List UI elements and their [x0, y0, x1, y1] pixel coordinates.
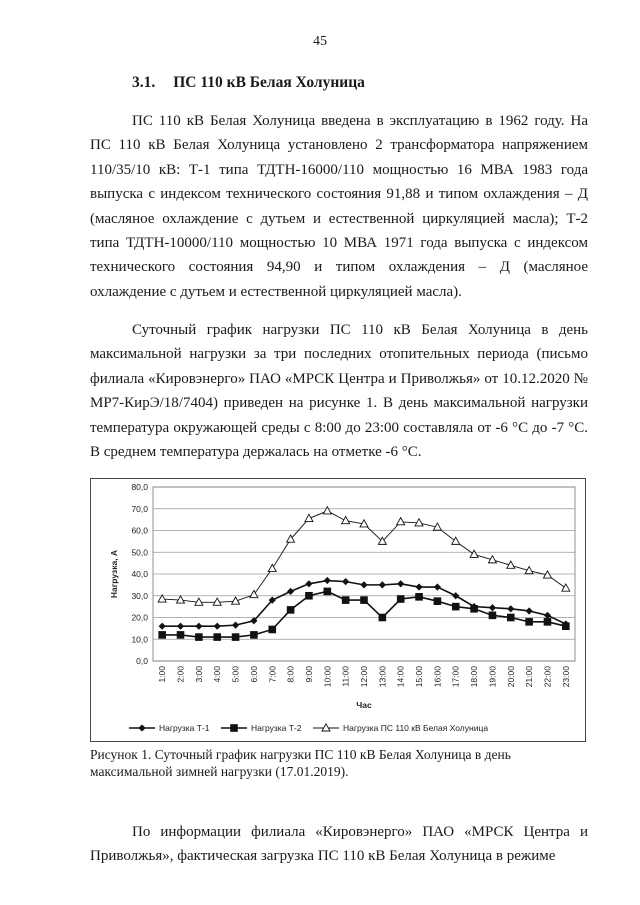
- data-point-series-3: [397, 518, 405, 525]
- data-point-series-2: [507, 614, 515, 622]
- load-chart-svg: [91, 479, 587, 743]
- data-point-series-2: [287, 606, 295, 614]
- x-tick-label: 10:00: [322, 666, 333, 688]
- data-point-series-1: [287, 588, 294, 595]
- data-point-series-2: [397, 595, 405, 603]
- x-tick-label: 19:00: [487, 666, 498, 688]
- data-point-series-2: [177, 631, 185, 639]
- data-point-series-2: [268, 626, 276, 634]
- y-tick-label: 80,0: [131, 482, 148, 492]
- data-point-series-3: [562, 584, 570, 591]
- section-heading: [132, 74, 365, 92]
- data-point-series-3: [342, 517, 350, 524]
- data-point-series-2: [324, 588, 332, 596]
- data-point-series-2: [489, 612, 497, 620]
- data-point-series-3: [452, 537, 460, 544]
- legend-label-2: Нагрузка Т-2: [251, 723, 302, 733]
- x-tick-label: 12:00: [359, 666, 369, 688]
- data-point-series-2: [213, 633, 221, 641]
- data-point-series-1: [526, 607, 533, 614]
- data-point-series-2: [250, 631, 258, 639]
- data-point-series-2: [305, 592, 313, 600]
- data-point-series-2: [415, 593, 423, 601]
- legend-label-3: Нагрузка ПС 110 кВ Белая Холуница: [343, 723, 489, 733]
- data-point-series-1: [195, 623, 202, 630]
- x-axis-title: Час: [356, 700, 372, 710]
- x-tick-label: 3:00: [193, 666, 204, 683]
- load-chart: [90, 478, 586, 742]
- x-tick-label: 5:00: [230, 666, 241, 683]
- legend-marker-3: [322, 724, 330, 731]
- y-tick-label: 70,0: [131, 503, 148, 514]
- x-tick-label: 13:00: [377, 666, 388, 688]
- data-point-series-1: [342, 578, 349, 585]
- data-point-series-2: [360, 596, 368, 604]
- y-tick-label: 40,0: [131, 569, 148, 579]
- data-point-series-2: [452, 603, 460, 611]
- data-point-series-1: [397, 580, 404, 587]
- figure-caption: Рисунок 1. Суточный график нагрузки ПС 110 кВ Белая Холуница в день максимальной зимней нагрузки (17.01.2019).: [90, 747, 511, 779]
- data-point-series-1: [489, 604, 496, 611]
- x-tick-label: 15:00: [414, 666, 425, 688]
- data-point-series-2: [525, 618, 533, 626]
- x-tick-label: 14:00: [395, 666, 406, 688]
- page-number: 45: [313, 34, 327, 49]
- data-point-series-1: [214, 623, 221, 630]
- x-tick-label: 21:00: [524, 666, 535, 688]
- paragraph-intro: ПС 110 кВ Белая Холуница введена в эксплуатацию в 1962 году. На ПС 110 кВ Белая Холуница установлено 2 трансформатора напряжением 110/35/10 кВ: Т-1 типа ТДТН-16000/110 мощностью 16 МВА 1983 года выпуска с индексом технического состояния 91,88 и типом охлаждения – Д (масляное охлаждение с дутьем и естественной циркуляцией масла); Т-2 типа ТДТН-10000/110 мощностью 10 МВА 1971 года выпуска с индексом технического состояния 94,90 и типом охлаждения – Д (масляное охлаждение с дутьем и естественной циркуляцией масла).: [90, 113, 588, 300]
- data-point-series-1: [177, 623, 184, 630]
- x-tick-label: 9:00: [303, 666, 314, 683]
- data-point-series-1: [159, 623, 166, 630]
- data-point-series-2: [232, 633, 240, 641]
- data-point-series-3: [268, 564, 276, 571]
- x-tick-label: 16:00: [432, 666, 443, 688]
- x-tick-label: 23:00: [560, 666, 571, 688]
- x-tick-label: 4:00: [212, 666, 223, 683]
- y-tick-label: 30,0: [131, 590, 148, 601]
- legend-marker-2: [230, 724, 238, 732]
- y-tick-label: 10,0: [131, 634, 148, 645]
- y-tick-label: 20,0: [131, 612, 148, 623]
- data-point-series-2: [158, 631, 166, 639]
- legend-marker-1: [138, 724, 145, 731]
- data-point-series-1: [379, 581, 386, 588]
- legend-label-1: Нагрузка Т-1: [159, 723, 210, 733]
- data-point-series-3: [305, 514, 313, 521]
- y-axis-title: Нагрузка, А: [109, 549, 119, 599]
- paragraph-load-schedule: Суточный график нагрузки ПС 110 кВ Белая Холуница в день максимальной нагрузки за три последних отопительных периода (письмо филиала «Кировэнерго» ПАО «МРСК Центра и Приволжья» от 10.12.2020 № МР7-КирЭ/18/7404) приведен на рисунке 1. В день максимальной нагрузки температура окружающей среды с 8:00 до 23:00 составляла от -6 °С до -7 °С. В среднем температура держалась на отметке -6 °С.: [90, 322, 588, 461]
- data-point-series-3: [323, 507, 331, 514]
- data-point-series-2: [195, 633, 203, 641]
- y-tick-label: 50,0: [131, 547, 148, 558]
- data-point-series-1: [305, 580, 312, 587]
- y-tick-label: 0,0: [136, 656, 148, 666]
- data-point-series-2: [379, 614, 387, 622]
- data-point-series-1: [415, 583, 422, 590]
- x-tick-label: 22:00: [542, 666, 553, 688]
- data-point-series-3: [470, 550, 478, 557]
- data-point-series-3: [250, 590, 258, 597]
- data-point-series-1: [232, 622, 239, 629]
- section-title: ПС 110 кВ Белая Холуница: [173, 74, 365, 91]
- x-tick-label: 7:00: [267, 666, 278, 683]
- x-tick-label: 1:00: [157, 666, 168, 683]
- x-tick-label: 2:00: [175, 666, 186, 683]
- x-tick-label: 20:00: [505, 666, 516, 688]
- x-tick-label: 11:00: [340, 666, 351, 687]
- data-point-series-1: [360, 581, 367, 588]
- y-tick-label: 60,0: [131, 525, 148, 536]
- x-tick-label: 17:00: [450, 666, 461, 688]
- data-point-series-2: [544, 618, 552, 626]
- section-number: 3.1.: [132, 74, 156, 91]
- data-point-series-1: [452, 592, 459, 599]
- data-point-series-2: [470, 605, 478, 613]
- paragraph-actual-load: По информации филиала «Кировэнерго» ПАО «МРСК Центра и Приволжья», фактическая загрузка ПС 110 кВ Белая Холуница в режиме: [90, 824, 588, 865]
- x-tick-label: 18:00: [469, 666, 480, 688]
- data-point-series-1: [507, 605, 514, 612]
- x-tick-label: 6:00: [248, 666, 259, 683]
- data-point-series-2: [562, 622, 570, 630]
- data-point-series-1: [434, 583, 441, 590]
- data-point-series-2: [342, 596, 350, 604]
- x-tick-label: 8:00: [285, 666, 296, 683]
- data-point-series-2: [434, 597, 442, 605]
- data-point-series-1: [324, 577, 331, 584]
